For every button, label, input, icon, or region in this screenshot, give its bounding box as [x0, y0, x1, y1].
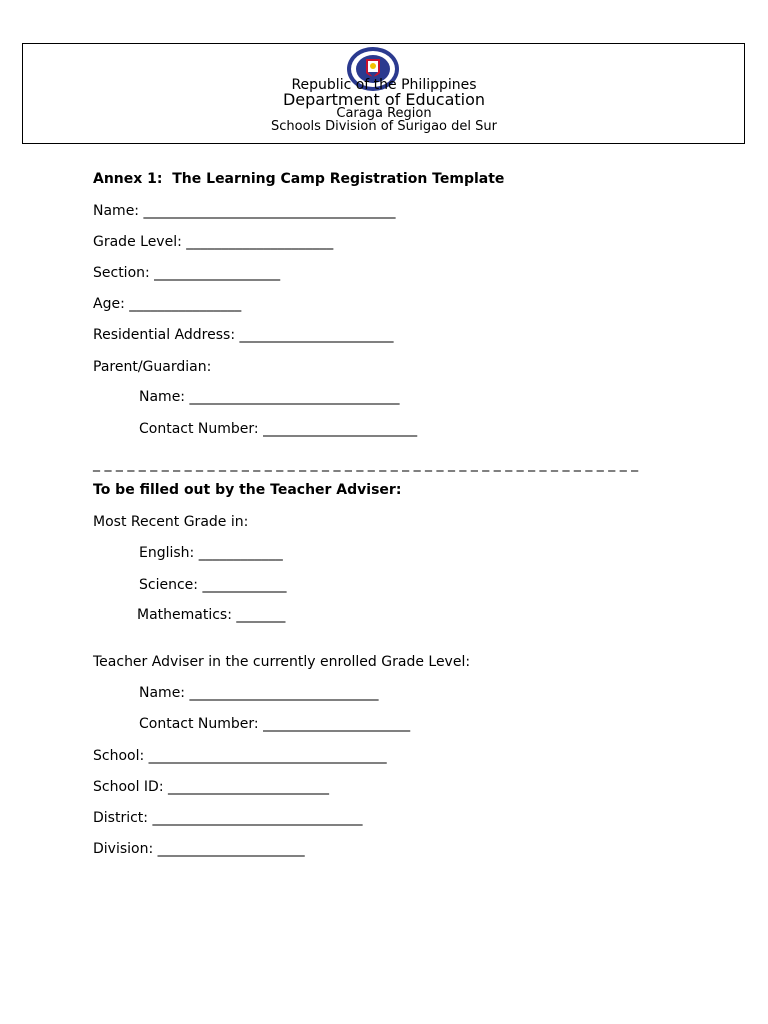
header-region: Caraga Region: [336, 106, 432, 121]
recent-grade-label: Most Recent Grade in:: [93, 514, 249, 530]
adviser-contact-field[interactable]: Contact Number: _____________________: [139, 716, 411, 732]
parent-guardian-label: Parent/Guardian:: [93, 359, 212, 375]
teacher-section-title: To be filled out by the Teacher Adviser:: [93, 482, 402, 498]
parent-contact-field[interactable]: Contact Number: ______________________: [139, 421, 418, 437]
science-grade-field[interactable]: Science: ____________: [139, 577, 287, 593]
mathematics-grade-field[interactable]: Mathematics: _______: [137, 607, 286, 623]
header-division: Schools Division of Surigao del Sur: [271, 119, 497, 134]
name-field[interactable]: Name: ____________________________________: [93, 203, 396, 219]
english-grade-field[interactable]: English: ____________: [139, 545, 283, 561]
section-field[interactable]: Section: __________________: [93, 265, 281, 281]
age-field[interactable]: Age: ________________: [93, 296, 242, 312]
division-field[interactable]: Division: _____________________: [93, 841, 305, 857]
section-divider: _ _ _ _ _ _ _ _ _ _ _ _ _ _ _ _ _ _ _ _ _ _ _ _ _ _ _ _ _ _ _ _ _ _ _ _ _ _ _ _ _ _ _ _ _ _ _ _: [93, 456, 639, 472]
district-field[interactable]: District: ______________________________: [93, 810, 363, 826]
header-department: Department of Education: [282, 90, 486, 109]
school-id-field[interactable]: School ID: _______________________: [93, 779, 330, 795]
header-republic: Republic of the Philippines: [291, 77, 477, 93]
grade-level-field[interactable]: Grade Level: _____________________: [93, 234, 334, 250]
form-title: Annex 1: The Learning Camp Registration Template: [93, 171, 505, 187]
adviser-heading: Teacher Adviser in the currently enrolled Grade Level:: [93, 654, 471, 670]
school-field[interactable]: School: __________________________________: [93, 748, 387, 764]
adviser-name-field[interactable]: Name: ___________________________: [139, 685, 379, 701]
parent-name-field[interactable]: Name: ______________________________: [139, 389, 400, 405]
residential-address-field[interactable]: Residential Address: ______________________: [93, 327, 394, 343]
